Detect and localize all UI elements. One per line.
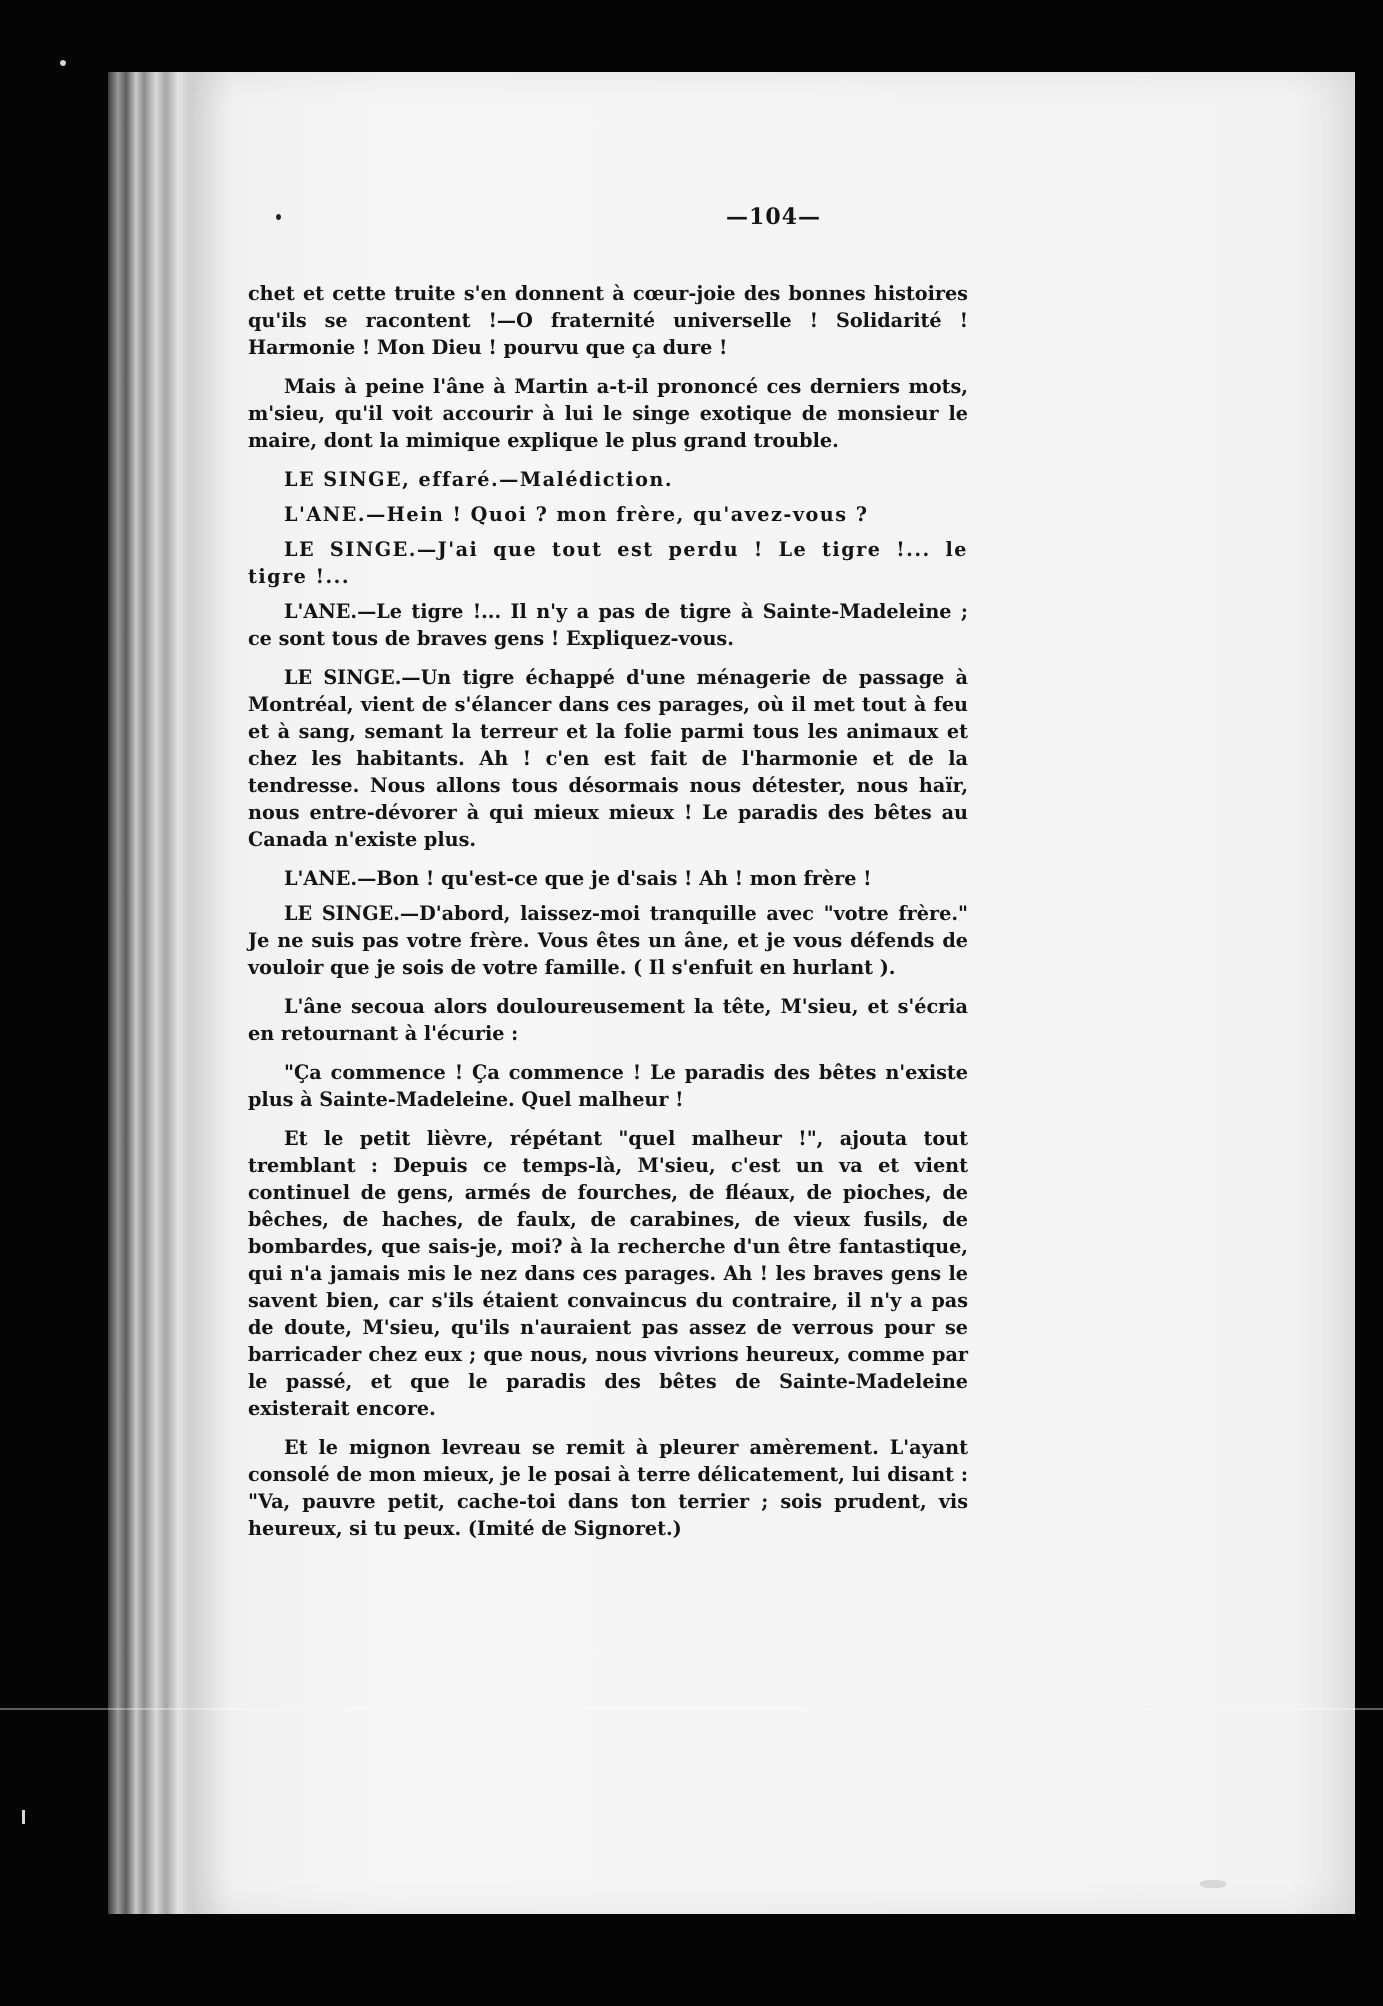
film-speck [1200, 1880, 1226, 1888]
quote-paragraph: "Ça commence ! Ça commence ! Le paradis des bêtes n'existe plus à Sainte-Madeleine. Quel malheur ! [248, 1061, 968, 1111]
page-text [248, 280, 968, 1554]
dialogue-line: LE SINGE.—Un tigre échappé d'une ménagerie de passage à Montréal, vient de s'élancer dans ces parages, où il met tout à feu et à sang, semant la terreur et la folie parmi tous les animaux et chez les habitants. Ah ! c'en est fait de l'harmonie et de la tendresse. Nous allons tous désormais nous détester, nous haïr, nous entre-dévorer à qui mieux mieux ! Le paradis des bêtes au Canada n'existe plus. [248, 666, 968, 851]
film-scratch [0, 1708, 1383, 1710]
paragraph: chet et cette truite s'en donnent à cœur-joie des bonnes histoires qu'ils se racontent !—O fraternité universelle ! Solidarité ! Harmonie ! Mon Dieu ! pourvu que ça dure ! [248, 282, 968, 359]
paragraph: Et le mignon levreau se remit à pleurer amèrement. L'ayant consolé de mon mieux, je le posai à terre délicatement, lui disant : "Va, pauvre petit, cache-toi dans ton terrier ; sois prudent, vis heureux, si tu peux. (Imité de Signoret.) [248, 1436, 968, 1540]
dialogue-line: L'ANE.—Bon ! qu'est-ce que je d'sais ! Ah ! mon frère ! [284, 867, 872, 890]
book-binding-edge [108, 72, 200, 1914]
film-speck [22, 1810, 25, 1824]
paragraph: Mais à peine l'âne à Martin a-t-il prononcé ces derniers mots, m'sieu, qu'il voit accourir à lui le singe exotique de monsieur le maire, dont la mimique explique le plus grand trouble. [248, 375, 968, 452]
paragraph: Et le petit lièvre, répétant "quel malheur !", ajouta tout tremblant : Depuis ce temps-là, M'sieu, c'est un va et vient continuel de gens, armés de fourches, de fléaux, de pioches, de bêches, de haches, de faulx, de carabines, de vieux fusils, de bombardes, que sais-je, moi? à la recherche d'un être fantastique, qui n'a jamais mis le nez dans ces parages. Ah ! les braves gens le savent bien, car s'ils étaient convaincus du contraire, il n'y a pas de doute, M'sieu, qu'ils n'auraient pas assez de verrous pour se barricader chez eux ; que nous, nous vivrions heureux, comme par le passé, et que le paradis des bêtes de Sainte-Madeleine existerait encore. [248, 1127, 968, 1420]
dialogue-line: L'ANE.—Le tigre !... Il n'y a pas de tigre à Sainte-Madeleine ; ce sont tous de braves gens ! Expliquez-vous. [248, 600, 968, 650]
dialogue-line: L'ANE.—Hein ! Quoi ? mon frère, qu'avez-vous ? [284, 503, 869, 526]
page-number: —104— [726, 204, 821, 230]
film-speck [60, 60, 66, 66]
dialogue-line: LE SINGE, effaré.—Malédiction. [284, 468, 674, 491]
dialogue-line: LE SINGE.—J'ai que tout est perdu ! Le tigre !... le tigre !... [248, 538, 968, 588]
dialogue-line: LE SINGE.—D'abord, laissez-moi tranquille avec "votre frère." Je ne suis pas votre frère. Vous êtes un âne, et je vous défends de vouloir que je sois de votre famille. ( Il s'enfuit en hurlant ). [248, 902, 968, 979]
paragraph: L'âne secoua alors douloureusement la tête, M'sieu, et s'écria en retournant à l'écurie : [248, 995, 968, 1045]
speck-mark [276, 214, 281, 220]
